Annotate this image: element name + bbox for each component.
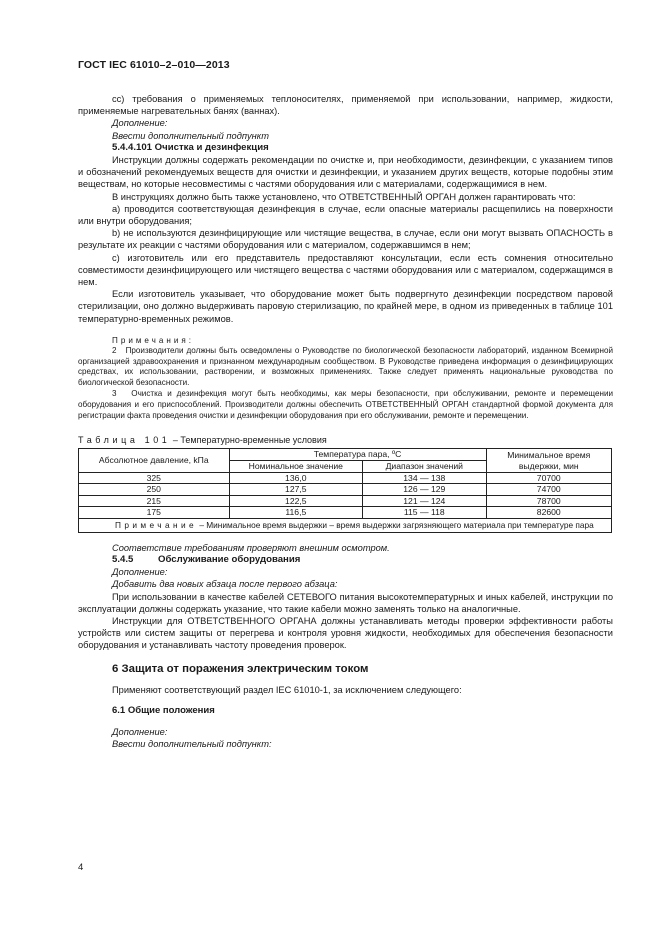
table-caption-text: – Температурно-временные условия [170,435,327,446]
table-note-label: Примечание [115,520,198,530]
note-number: 3 [112,389,117,399]
table-note [79,519,612,533]
cell-time: 74700 [486,484,611,496]
section-title-text: Обслуживание оборудования [158,554,301,565]
cell-nominal: 122,5 [229,495,363,507]
paragraph: Если изготовитель указывает, что оборудование может быть подвергнуто дезинфекции посредством паровой стерилизации, оно должно выдерживать паровую стерилизацию, по крайней мере, в одном из приведенных в таблице 101 температурно-временных режимов. [78,289,613,324]
cell-pressure: 175 [79,507,230,519]
table-note-text: – Минимальное время выдержки – время выдержки загрязняющего материала при температуре пара [197,520,594,530]
note-3 [78,389,613,421]
section-title-5-4-4-101: 5.4.4.101 Очистка и дезинфекция [112,141,269,153]
temperature-time-table [78,448,612,532]
addition-instruction: Добавить два новых абзаца после первого абзаца: [112,579,338,590]
header-min-time: Минимальное время выдержки, мин [486,449,611,472]
addition-label: Дополнение: [112,567,168,578]
cell-pressure: 325 [79,472,230,484]
section-6-text: Применяют соответствующий раздел IEC 61010-1, за исключением следующего: [112,684,462,695]
cell-pressure: 215 [79,495,230,507]
note-text: Производители должны быть осведомлены о Руководстве по биологической безопасности лабораторий, изданном Всемирной организацией здравоохранения и признанном международным сообществом. В Руководстве приведена информация о дезинфицирующих средствах, их использовании, растворении, и возможных применениях. Также следует применять национальные руководства по биологической безопасности. [78,345,614,388]
cell-pressure: 250 [79,484,230,496]
cell-range: 126 — 129 [363,484,486,496]
cell-time: 70700 [486,472,611,484]
cell-range: 134 — 138 [363,472,486,484]
section-title-6-1: 6.1 Общие положения [112,704,215,716]
header-pressure: Абсолютное давление, kПа [79,449,230,472]
note-text: Очистка и дезинфекция могут быть необходимы, как меры безопасности, при обслуживании, ремонте и перемещении оборудования и его приспособлений. Производители должны обеспечить ОТВЕТСТВЕННЫЙ ОРГАН стандартной формой документа для регистрации факта проведения очистки и дезинфекции оборудования при его обслуживании, ремонте и перемещении. [78,389,613,420]
cell-range: 115 — 118 [363,507,486,519]
section-number: 5.4.5 [112,554,134,565]
table-note-row [79,519,612,533]
paragraph: Инструкции должны содержать рекомендации по очистке и, при необходимости, дезинфекции, с указанием типов и обозначений рекомендуемых веществ для очистки и дезинфекции, и указанием других веществ, которые подобны этим веществам, но которые несовместимы с частями оборудования или с материалами, содержащимися в нем. [78,155,613,190]
table-row [79,495,612,507]
cell-time: 82600 [486,507,611,519]
list-item-a: a) проводится соответствующая дезинфекция в случае, если опасные материалы расщепились на поверхности или внутри оборудования; [78,203,613,227]
addition-instruction: Ввести дополнительный подпункт [112,130,269,141]
list-item-b: b) не используются дезинфицирующие или чистящие вещества, в случае, если они могут вызвать ОПАСНОСТЬ в результате их реакции с частями оборудования или с материалом, содержавшимся в нем; [78,228,613,251]
header-range: Диапазон значений [363,461,486,473]
cell-nominal: 136,0 [229,472,363,484]
table-row [79,472,612,484]
table-header-row [79,449,612,461]
paragraph: В инструкциях должно быть также установлено, что ОТВЕТСТВЕННЫЙ ОРГАН должен гарантировать что: [112,191,576,202]
notes-label: Примечания: [112,335,194,345]
page-number: 4 [78,862,84,873]
table-row [79,484,612,496]
table-caption [78,434,613,446]
section-title-6: 6 Защита от поражения электрическим током [112,662,369,675]
header-nominal: Номинальное значение [229,461,363,473]
addition-label: Дополнение: [112,118,168,129]
note-2 [78,346,613,389]
paragraph: При использовании в качестве кабелей СЕТЕВОГО питания высокотемпературных и иных кабелей, инструкции по эксплуатации должны содержать указание, что такие кабели можно заменять только на аналогичные. [78,591,613,614]
header-temperature: Температура пара, ºС [229,449,486,461]
compliance-statement: Соответствие требованиям проверяют внешним осмотром. [112,542,390,553]
cell-time: 78700 [486,495,611,507]
table-row [79,507,612,519]
table-caption-prefix: Таблица 101 [78,435,171,446]
paragraph: Инструкции для ОТВЕТСТВЕННОГО ОРГАНА должны устанавливать методы проверки эффективности работы устройств или систем защиты от перегрева и контроля уровня жидкости, необходимых для обеспечения безопасности оборудования и устанавливать частоту проведения проверок. [78,616,613,651]
document-header: ГОСТ IEC 61010–2–010—2013 [78,59,230,71]
section-title-5-4-5 [78,554,613,566]
cell-nominal: 116,5 [229,507,363,519]
addition-instruction: Ввести дополнительный подпункт: [112,739,272,750]
item-cc: cc) требования о применяемых теплоносителях, применяемой при использовании, например, жидкости, применяемые нагревательных банях (ваннах). [78,94,613,117]
document-body [78,93,613,750]
list-item-c: c) изготовитель или его представитель предоставляют консультации, если есть сомнения относительно совместимости дезинфицирующего или чистящего вещества с частями оборудования или с материалом, содержащимся в нем. [78,252,613,288]
note-number: 2 [112,345,117,355]
addition-label: Дополнение: [112,727,168,738]
cell-nominal: 127,5 [229,484,363,496]
cell-range: 121 — 124 [363,495,486,507]
